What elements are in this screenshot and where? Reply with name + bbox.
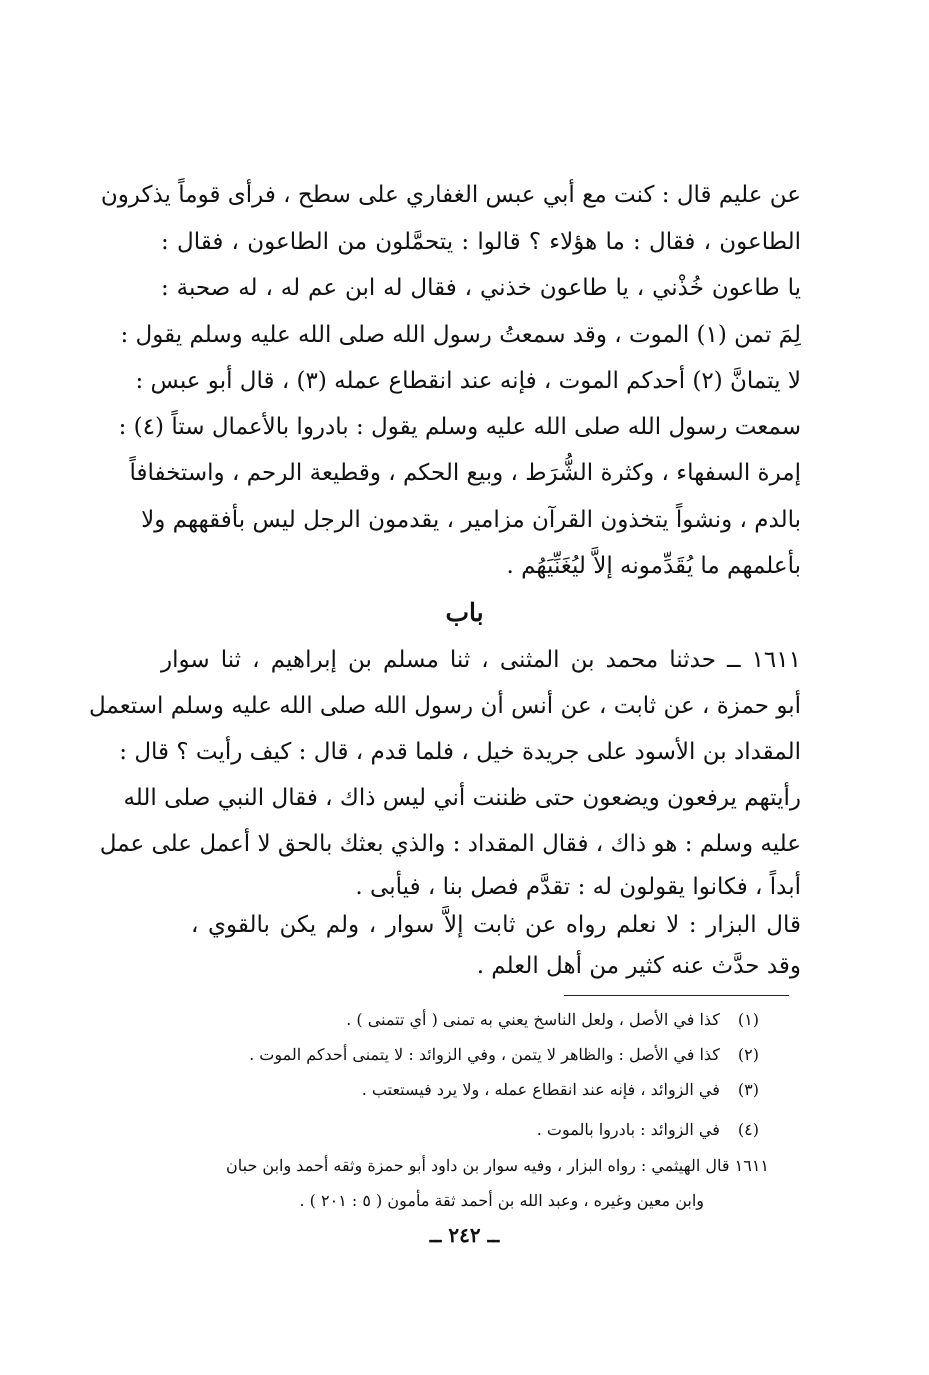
hadith-line: رأيتهم يرفعون ويضعون حتى ظننت أني ليس ذاك ، فقال النبي صلى الله (123, 785, 801, 811)
hadith-note-continuation: وابن معين وغيره ، وعبد الله بن أحمد ثقة مأمون ( ٥ : ٢٠١ ) . (299, 1191, 704, 1210)
footnote (346, 1009, 759, 1031)
body-line: عن عليم قال : كنت مع أبي عبس الغفاري على سطح ، فرأى قوماً يذكرون (100, 182, 801, 208)
hadith-note-number: ١٦١١ (734, 1156, 769, 1175)
hadith-line: أبداً ، فكانوا يقولون له : تقدَّم فصل بنا ، فيأبى . (355, 874, 801, 900)
footnote-separator (564, 995, 789, 996)
body-line: إمرة السفهاء ، وكثرة الشُّرَط ، وبيع الحكم ، وقطيعة الرحم ، واستخفافاً (129, 460, 801, 486)
footnote-number: (٢) (737, 1045, 759, 1064)
page-number: ــ ٢٤٢ ــ (429, 1223, 500, 1247)
bazzar-line: وقد حدَّث عنه كثير من أهل العلم . (476, 953, 801, 979)
hadith-line: أبو حمزة ، عن ثابت ، عن أنس أن رسول الله صلى الله عليه وسلم استعمل (89, 693, 801, 719)
hadith-note (226, 1155, 769, 1177)
footnote (249, 1044, 759, 1066)
body-line: الطاعون ، فقال : ما هؤلاء ؟ قالوا : يتحمَّلون من الطاعون ، فقال : (161, 229, 801, 255)
section-heading: باب (445, 598, 484, 627)
hadith-line: عليه وسلم : هو ذاك ، فقال المقداد : والذي بعثك بالحق لا أعمل على عمل (99, 831, 801, 857)
footnote-text: كذا في الأصل ، ولعل الناسخ يعني به تمنى ( أي تتمنى ) . (346, 1010, 720, 1029)
footnote-text: كذا في الأصل : والظاهر لا يتمن ، وفي الزوائد : لا يتمنى أحدكم الموت . (249, 1045, 720, 1064)
body-line: لا يتمانَّ (٢) أحدكم الموت ، فإنه عند انقطاع عمله (٣) ، قال أبو عبس : (135, 368, 801, 394)
footnote-text: في الزوائد ، فإنه عند انقطاع عمله ، ولا يرد فيستعتب . (361, 1080, 720, 1099)
hadith-line: ١٦١١ ــ حدثنا محمد بن المثنى ، ثنا مسلم بن إبراهيم ، ثنا سوار (161, 647, 801, 673)
body-line: بأعلمهم ما يُقَدِّمونه إلاَّ ليُغَنِّيَهُم . (506, 553, 801, 579)
footnote-text: في الزوائد : بادروا بالموت . (536, 1120, 720, 1139)
footnote-number: (٤) (737, 1120, 759, 1139)
footnote-number: (١) (737, 1010, 759, 1029)
body-line: لِمَ تمن (١) الموت ، وقد سمعتُ رسول الله صلى الله عليه وسلم يقول : (120, 322, 801, 348)
bazzar-line: قال البزار : لا نعلم رواه عن ثابت إلاَّ سوار ، ولم يكن بالقوي ، (191, 912, 801, 938)
footnote (537, 1119, 759, 1141)
footnote (362, 1079, 759, 1101)
hadith-line: المقداد بن الأسود على جريدة خيل ، فلما قدم ، قال : كيف رأيت ؟ قال : (119, 739, 801, 765)
footnote-number: (٣) (737, 1080, 759, 1099)
body-line: يا طاعون خُذْني ، يا طاعون خذني ، فقال له ابن عم له ، له صحبة : (161, 275, 801, 301)
body-line: بالدم ، ونشواً يتخذون القرآن مزامير ، يقدمون الرجل ليس بأفقههم ولا (141, 507, 801, 533)
hadith-note-text: قال الهيثمي : رواه البزار ، وفيه سوار بن داود أبو حمزة وثقه أحمد وابن حبان (225, 1156, 730, 1175)
body-line: سمعت رسول الله صلى الله عليه وسلم يقول : بادروا بالأعمال ستاً (٤) : (118, 414, 801, 440)
